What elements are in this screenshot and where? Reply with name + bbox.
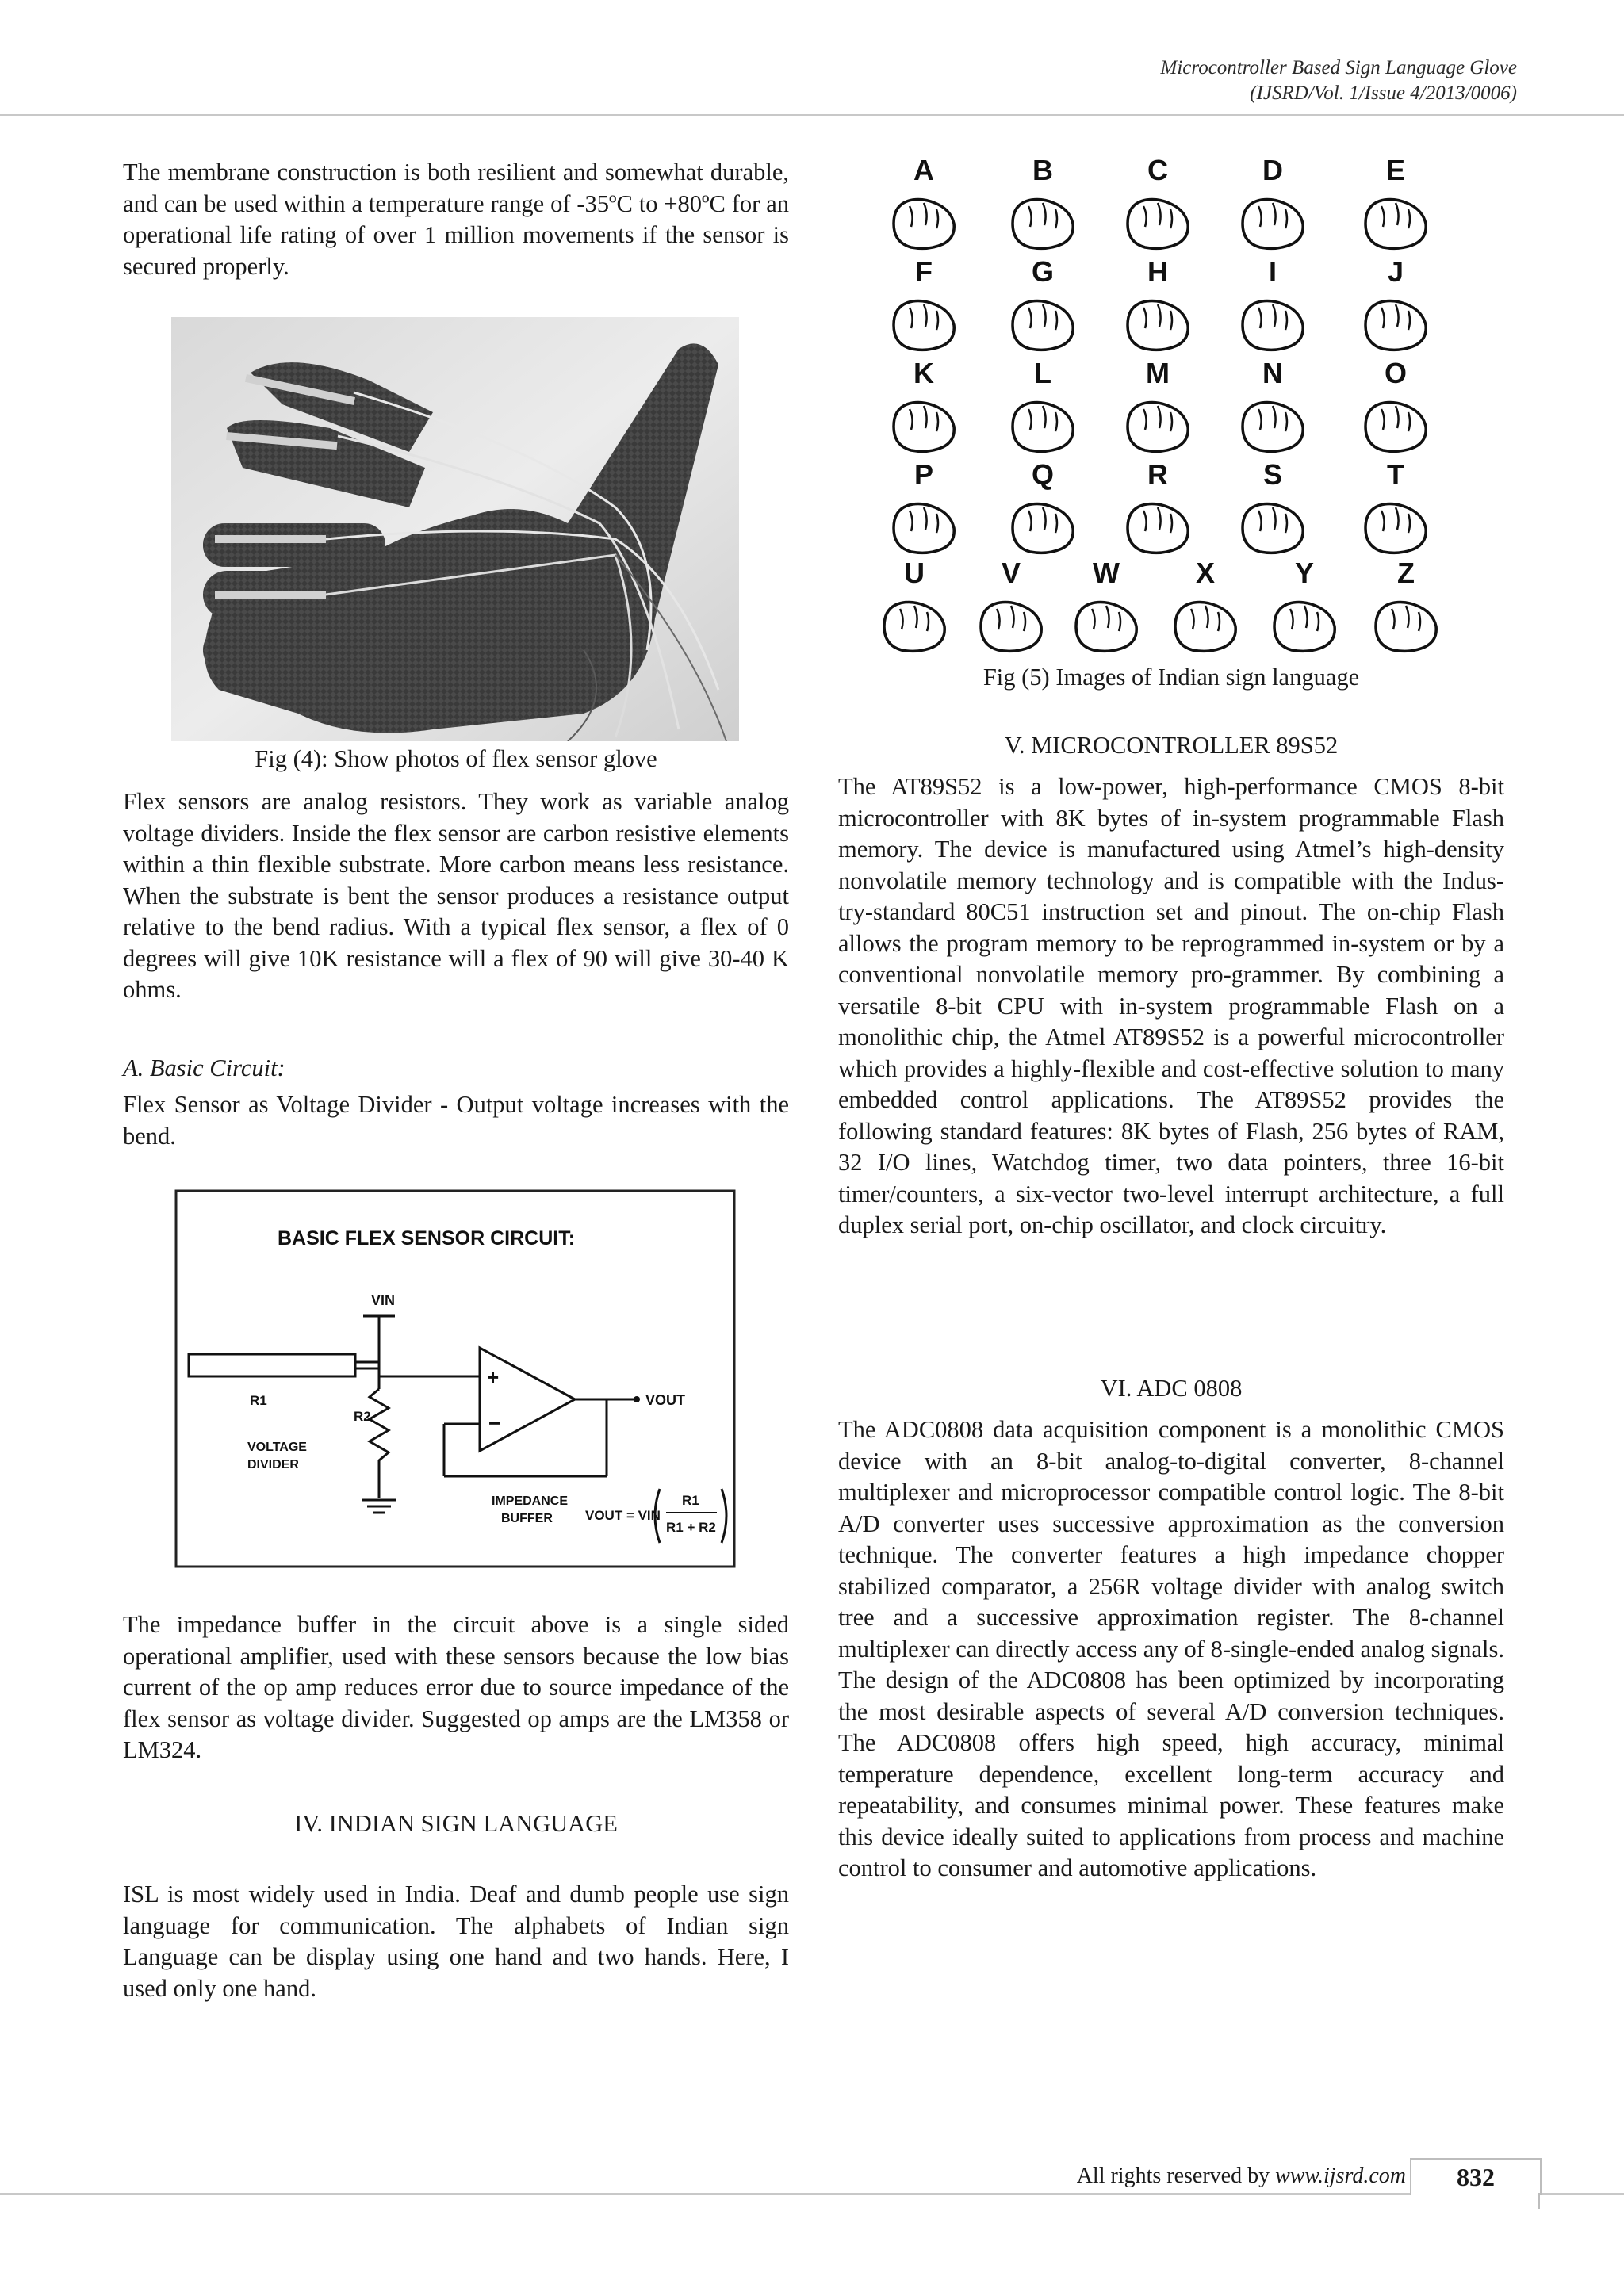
sign-i xyxy=(1243,255,1303,350)
hand-icon xyxy=(884,603,944,652)
sign-alphabet-svg xyxy=(876,147,1503,666)
hand-icon xyxy=(1365,200,1426,249)
hand-icon xyxy=(894,403,954,452)
sign-letter-e: E xyxy=(1385,154,1406,186)
vout-label: VOUT xyxy=(645,1392,686,1408)
sign-letter-v: V xyxy=(1001,557,1021,589)
hand-icon xyxy=(1365,301,1426,350)
sign-letter-d: D xyxy=(1262,154,1283,186)
sign-x xyxy=(1175,557,1235,651)
sign-d xyxy=(1243,154,1303,248)
sign-s xyxy=(1243,458,1303,553)
sign-letter-l: L xyxy=(1034,357,1051,389)
sign-y xyxy=(1274,557,1335,651)
circuit-title: BASIC FLEX SENSOR CIRCUIT: xyxy=(278,1227,576,1249)
hand-icon xyxy=(1243,200,1303,249)
subsection-basic-circuit: A. Basic Circuit: xyxy=(123,1054,285,1081)
figure-basic-flex-sensor-circuit xyxy=(174,1189,736,1568)
figure-4-caption: Fig (4): Show photos of flex sensor glove xyxy=(255,745,657,772)
op-amp-minus: − xyxy=(488,1411,501,1435)
vin-label: VIN xyxy=(371,1292,396,1308)
hand-icon xyxy=(1013,403,1073,452)
hand-icon xyxy=(1128,504,1188,553)
sign-letter-z: Z xyxy=(1397,557,1415,589)
sign-f xyxy=(894,255,954,350)
hand-icon xyxy=(981,603,1041,652)
flex-sensor-r1 xyxy=(189,1354,355,1376)
hand-icon xyxy=(1013,200,1073,249)
paragraph-impedance-buffer: The impedance buffer in the circuit above is a single sided operational amplifier, used with these sensors because the low bias current of the op amp reduces error due to source impedance of the flex sensor as voltage divider. Suggested op amps are the LM358 or LM324. xyxy=(123,1611,789,1763)
sign-n xyxy=(1243,357,1303,451)
sign-e xyxy=(1365,154,1426,248)
header-rule xyxy=(0,114,1624,116)
sign-o xyxy=(1365,357,1426,451)
sign-letter-q: Q xyxy=(1031,458,1055,491)
sign-letter-p: P xyxy=(914,458,934,491)
sign-letter-j: J xyxy=(1387,255,1404,288)
hand-icon xyxy=(894,301,954,350)
glove-photo-svg xyxy=(171,317,739,741)
sign-g xyxy=(1013,255,1073,350)
sign-p xyxy=(894,458,954,553)
sign-letter-x: X xyxy=(1195,557,1216,589)
sign-a xyxy=(894,154,954,248)
hand-icon xyxy=(1076,603,1136,652)
sign-letter-s: S xyxy=(1262,458,1283,491)
footer-rule xyxy=(0,2193,1624,2195)
page-number-box-edge xyxy=(1538,2193,1540,2209)
hand-icon xyxy=(1274,603,1335,652)
hand-icon xyxy=(1365,504,1426,553)
formula-lhs: VOUT = VIN xyxy=(585,1508,661,1523)
hand-icon xyxy=(1243,301,1303,350)
hand-icon xyxy=(1243,504,1303,553)
header-journal-issue: (IJSRD/Vol. 1/Issue 4/2013/0006) xyxy=(1250,82,1517,104)
sign-letter-f: F xyxy=(915,255,933,288)
voltage-divider-label-1: VOLTAGE xyxy=(247,1441,307,1454)
figure-5-caption: Fig (5) Images of Indian sign language xyxy=(982,664,1360,691)
formula-denominator: R1 + R2 xyxy=(666,1520,716,1535)
impedance-buffer-label-2: BUFFER xyxy=(501,1512,553,1525)
sign-letter-r: R xyxy=(1147,458,1168,491)
sign-letter-c: C xyxy=(1147,154,1168,186)
op-amp-plus: + xyxy=(487,1365,500,1389)
sign-b xyxy=(1013,154,1073,248)
hand-icon xyxy=(1013,301,1073,350)
impedance-buffer-label-1: IMPEDANCE xyxy=(492,1494,569,1508)
paragraph-isl: ISL is most widely used in India. Deaf and dumb people use sign language for communication. The alphabets of Indian sign Language can be display using one hand and two hands. Here, I used only one hand. xyxy=(123,1881,789,2002)
sign-letter-m: M xyxy=(1146,357,1170,389)
sign-q xyxy=(1013,458,1073,553)
footer-site-link[interactable]: www.ijsrd.com xyxy=(1275,2164,1406,2188)
sign-letter-n: N xyxy=(1262,357,1283,389)
sign-t xyxy=(1365,458,1426,553)
section-vi-heading: VI. ADC 0808 xyxy=(1100,1375,1243,1402)
sign-letter-b: B xyxy=(1032,154,1053,186)
hand-icon xyxy=(1365,403,1426,452)
hand-icon xyxy=(1128,301,1188,350)
sign-v xyxy=(981,557,1041,651)
paragraph-voltage-divider: Flex Sensor as Voltage Divider - Output voltage increases with the bend. xyxy=(123,1091,789,1150)
sign-k xyxy=(894,357,954,451)
sign-letter-i: I xyxy=(1268,255,1277,288)
sign-c xyxy=(1128,154,1188,248)
sign-h xyxy=(1128,255,1188,350)
sign-letter-u: U xyxy=(904,557,925,589)
formula-numerator: R1 xyxy=(682,1493,699,1508)
sign-letter-k: K xyxy=(914,357,934,389)
running-header xyxy=(1161,55,1517,106)
paragraph-adc0808: The ADC0808 data acquisition component is a monolithic CMOS device with an 8-bit analog-to-digital converter, 8-channel multiplexer and microprocessor compatible control logic. The 8-bit A/D converter uses successive approximation as the conversion technique. The converter features a high impedance chopper stabilized comparator, a 256R voltage divider with analog switch tree and a successive approximation register. The 8-channel multiplexer can directly access any of 8-single-ended analog signals. The design of the ADC0808 has been optimized by incorporating the most desirable aspects of several A/D conversion techniques. The ADC0808 offers high speed, high accuracy, minimal temperature dependence, excellent long-term accuracy and repeatability, and consumes minimal power. These features make this device ideally suited to applications from process and machine control to consumer and automotive applications. xyxy=(838,1416,1504,1881)
section-iv-heading: IV. INDIAN SIGN LANGUAGE xyxy=(294,1810,618,1837)
paragraph-membrane: The membrane construction is both resilient and somewhat durable, and can be used within a temperature range of -35ºC to +80ºC for an operational life rating of over 1 million movements if the sensor is secured properly. xyxy=(123,159,789,280)
sign-letter-y: Y xyxy=(1294,557,1315,589)
footer-copyright xyxy=(1077,2163,1406,2190)
paragraph-at89s52: The AT89S52 is a low-power, high-performance CMOS 8-bit microcontroller with 8K bytes of in-system programmable Flash memory. The device is manufactured using Atmel’s high-density nonvolatile memory technology and is compatible with the Indus-try-standard 80C51 instruction set and pinout. The on-chip Flash allows the program memory to be reprogrammed in-system or by a conventional nonvolatile memory pro-grammer. By combining a versatile 8-bit CPU with in-system programmable Flash on a monolithic chip, the Atmel AT89S52 is a powerful microcontroller which provides a highly-flexible and cost-effective solution to many embedded control applications. The AT89S52 provides the following standard features: 8K bytes of Flash, 256 bytes of RAM, 32 I/O lines, Watchdog timer, two data pointers, three 16-bit timer/counters, a six-vector two-level interrupt architecture, a full duplex serial port, on-chip oscillator, and clock circuitry. xyxy=(838,773,1504,1238)
sign-w xyxy=(1076,557,1136,651)
figure-indian-sign-language-alphabet xyxy=(876,147,1503,666)
figure-flex-sensor-glove-photo xyxy=(171,317,739,741)
footer-rights: All rights reserved by xyxy=(1076,2164,1276,2188)
sign-m xyxy=(1128,357,1188,451)
hand-icon xyxy=(1243,403,1303,452)
header-paper-title: Microcontroller Based Sign Language Glove xyxy=(1160,57,1517,78)
hand-icon xyxy=(1128,200,1188,249)
page-number: 832 xyxy=(1410,2158,1542,2195)
sign-u xyxy=(884,557,944,651)
sign-letter-w: W xyxy=(1093,557,1120,589)
sign-z xyxy=(1376,557,1436,651)
sign-letter-g: G xyxy=(1031,255,1055,288)
sign-l xyxy=(1013,357,1073,451)
paragraph-flex-sensors: Flex sensors are analog resistors. They work as variable analog voltage dividers. Inside the flex sensor are carbon resistive elements within a thin flexible substrate. More carbon means less resistance. When the substrate is bent the sensor produces a resistance output relative to the bend radius. With a typical flex sensor, a flex of 0 degrees will give 10K resistance will a flex of 90 will give 30-40 K ohms. xyxy=(123,788,789,1003)
r2-label: R2 xyxy=(354,1409,371,1424)
hand-icon xyxy=(894,504,954,553)
hand-icon xyxy=(1175,603,1235,652)
circuit-diagram-svg xyxy=(174,1189,736,1568)
sign-letter-a: A xyxy=(914,154,934,186)
sign-r xyxy=(1128,458,1188,553)
sign-j xyxy=(1365,255,1426,350)
sign-letter-h: H xyxy=(1147,255,1168,288)
sign-letter-t: T xyxy=(1387,458,1404,491)
sign-letter-o: O xyxy=(1384,357,1408,389)
hand-icon xyxy=(1376,603,1436,652)
voltage-divider-label-2: DIVIDER xyxy=(247,1458,299,1471)
hand-icon xyxy=(894,200,954,249)
r1-label: R1 xyxy=(250,1393,267,1408)
hand-icon xyxy=(1013,504,1073,553)
hand-icon xyxy=(1128,403,1188,452)
section-v-heading: V. MICROCONTROLLER 89S52 xyxy=(1004,732,1339,759)
